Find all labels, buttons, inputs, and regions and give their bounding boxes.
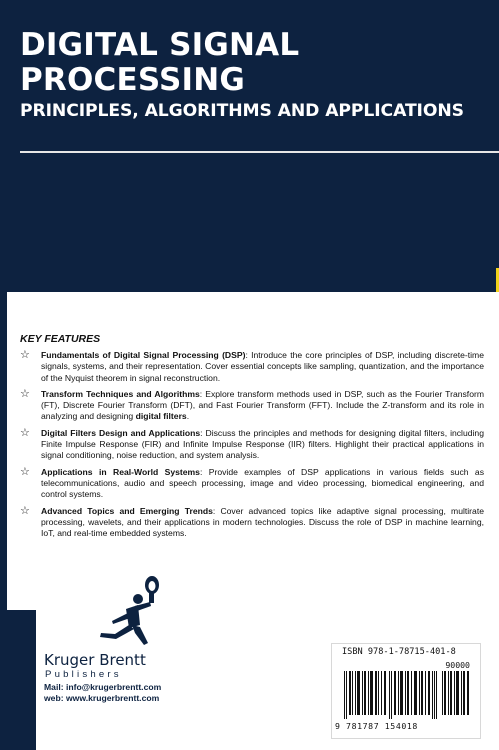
title-line-1: DIGITAL SIGNAL [20,27,300,63]
header-divider [20,151,499,153]
publisher-website: web: www.krugerbrentt.com [44,693,160,703]
key-features-heading: KEY FEATURES [20,333,101,345]
feature-emphasis: digital filters [135,411,187,422]
left-edge-block [0,610,36,750]
feature-item [20,350,484,384]
feature-heading: Transform Techniques and Algorithms [41,388,200,399]
publisher-name: Kruger Brentt [44,651,146,669]
star-outline-icon: ☆ [20,386,30,400]
feature-heading: Fundamentals of Digital Signal Processing (DSP) [41,350,246,360]
title-line-2: PROCESSING [20,62,246,98]
feature-text: : Explore transform methods used in DSP, such as the Fourier Transform (FT), Discrete Fourier Transform (DFT), and Fast Fourier Transform (FFT). Include the Z-transform and its role in analyzing and designing [41,388,484,422]
feature-item [20,503,484,540]
feature-heading: Applications in Real-World Systems [41,466,200,477]
barcode-panel [331,643,481,739]
star-outline-icon: ☆ [20,348,30,361]
book-title [20,28,299,98]
barcode-digits: 9 781787 154018 [335,721,418,731]
star-outline-icon: ☆ [20,503,30,517]
isbn-text: ISBN 978-1-78715-401-8 [342,647,456,657]
ean-barcode [344,671,438,719]
price-code: 90000 [445,660,470,670]
cover-header [0,0,499,292]
feature-text: : Provide examples of DSP applications in various fields such as telecommunications, audio and speech processing, image and video processing, biomedical engineering, and control systems. [41,466,484,500]
feature-tail: . [186,411,190,422]
publisher-block [44,652,204,704]
feature-item [20,425,484,462]
runner-with-torch-logo [82,575,172,655]
feature-text: : Cover advanced topics like adaptive signal processing, multirate processing, wavelets, and their applications in modern technologies. Discuss the role of DSP in machine learning, IoT, and real-time embedded systems. [41,505,484,539]
feature-text: : Introduce the core principles of DSP, including discrete-time signals, systems, and their representation. Cover essential concepts like sampling, quantization, and the importance of the Nyquist theorem in signal reconstruction. [41,350,484,383]
publisher-email: Mail: info@krugerbrentt.com [44,682,162,692]
star-outline-icon: ☆ [20,425,30,439]
feature-heading: Digital Filters Design and Applications [41,427,201,438]
feature-item [20,464,484,501]
feature-text: : Discuss the principles and methods for designing digital filters, including Finite Impulse Response (FIR) and Infinite Impulse Response (IIR) filters. Highlight their practical applications in signal conditioning, noise reduction, and system analysis. [41,427,484,461]
publisher-tagline: Publishers [45,669,122,680]
feature-item [20,386,484,423]
feature-heading: Advanced Topics and Emerging Trends [41,505,213,516]
star-outline-icon: ☆ [20,464,30,478]
key-features-list [20,350,484,544]
book-subtitle: PRINCIPLES, ALGORITHMS AND APPLICATIONS [20,101,464,121]
price-addon-barcode [442,671,470,715]
